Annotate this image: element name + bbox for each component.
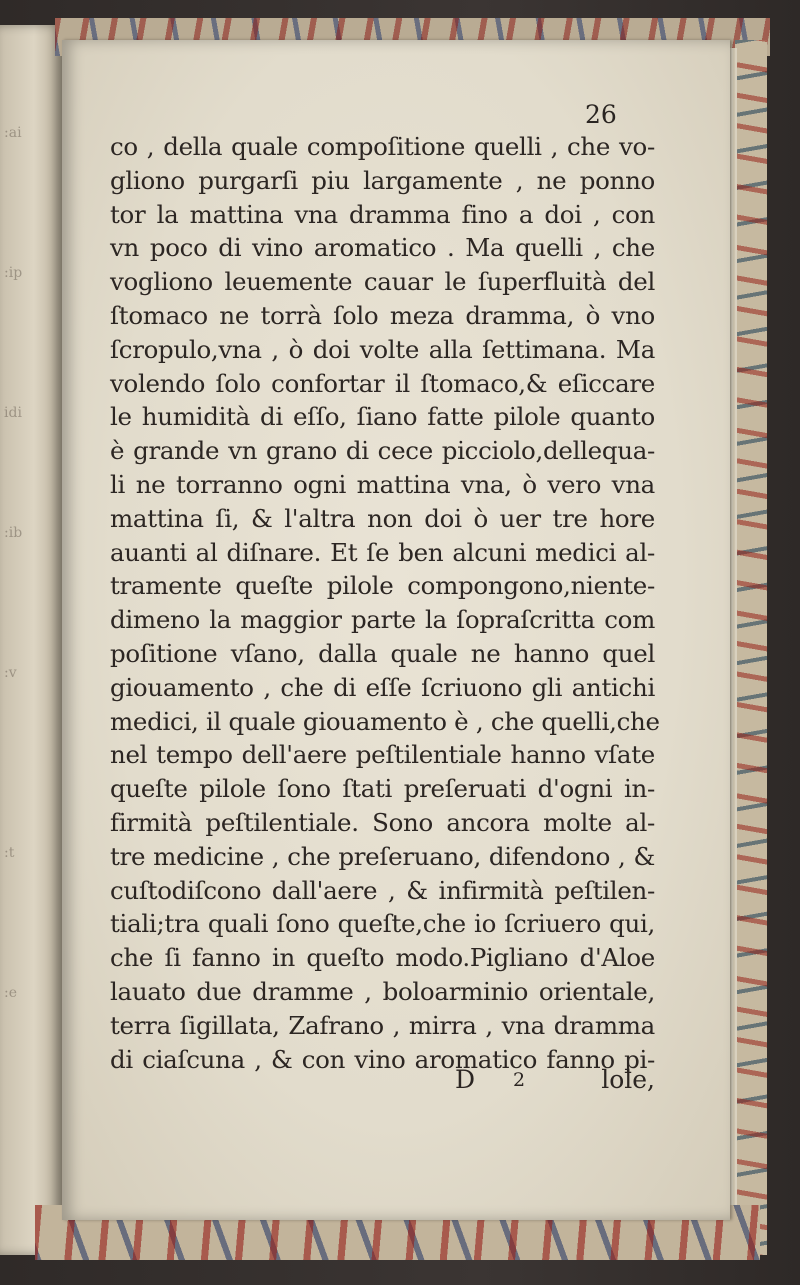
text-line: vogliono leuemente cauar le ſuperfluità del [110,267,655,297]
text-line: le humidità di eſſo, ſiano fatte pilole quanto [110,402,655,432]
catchline [455,1065,655,1099]
text-line: auanti al diſnare. Et ſe ben alcuni medici al- [110,537,655,567]
text-line: che ſi fanno in queſto modo.Pigliano d'Aloe [110,943,655,973]
text-line: ſtomaco ne torrà ſolo meza dramma, ò vno [110,300,655,330]
text-line: poſitione vſano, dalla quale ne hanno quel [110,638,655,668]
text-line: co , della quale compoſitione quelli , che vo- [110,132,655,161]
text-line: è grande vn grano di cece picciolo,dellequa- [110,436,655,466]
text-line: nel tempo dell'aere peſtilentiale hanno vſate [110,740,655,770]
text-line: li ne torranno ogni mattina vna, ò vero vna [110,469,655,499]
text-line: tor la mattina vna dramma fino a doi , con [110,199,655,229]
text-line: giouamento , che di eſſe ſcriuono gli antichi [110,672,655,702]
text-line: tre medicine , che preſeruano, difendono , & [110,841,655,871]
text-line: cuſtodiſcono dall'aere , & infirmità peſtilen- [110,875,655,905]
text-line: firmità peſtilentiale. Sono ancora molte al- [110,807,655,837]
text-line: terra ſigillata, Zafrano , mirra , vna dramma [110,1010,655,1040]
catchword: lole, [601,1065,655,1094]
previous-page-edge: :ai :ip idi :ib :v :t :e [0,25,62,1255]
text-line: dimeno la maggior parte la ſopraſcritta com [110,605,655,635]
text-line: di ciaſcuna , & con vino aromatico fanno pi- [110,1044,655,1074]
text-line: tiali;tra quali ſono queſte,che io ſcriuero qui, [110,909,655,939]
text-line: vn poco di vino aromatico . Ma quelli , che [110,233,655,263]
text-line: tramente queſte pilole compongono,niente- [110,571,655,601]
marbled-binding-right [735,40,767,1255]
signature-mark: D [455,1065,476,1094]
text-line: queſte pilole ſono ſtati preſeruati d'ogni in- [110,774,655,804]
text-line: gliono purgarſi piu largamente , ne ponno [110,165,655,195]
text-line: mattina ſi, & l'altra non doi ò uer tre hore [110,503,655,533]
text-line: lauato due dramme , boloarminio orientale, [110,976,655,1006]
page-text [110,130,660,1076]
text-line: volendo ſolo confortar il ſtomaco,& eſiccare [110,368,655,398]
text-line: ſcropulo,vna , ò doi volte alla ſettimana. Ma [110,334,655,364]
page-number: 26 [585,100,617,129]
signature-number: 2 [513,1069,526,1091]
text-line: medici, il quale giouamento è , che quelli,che [110,706,660,736]
